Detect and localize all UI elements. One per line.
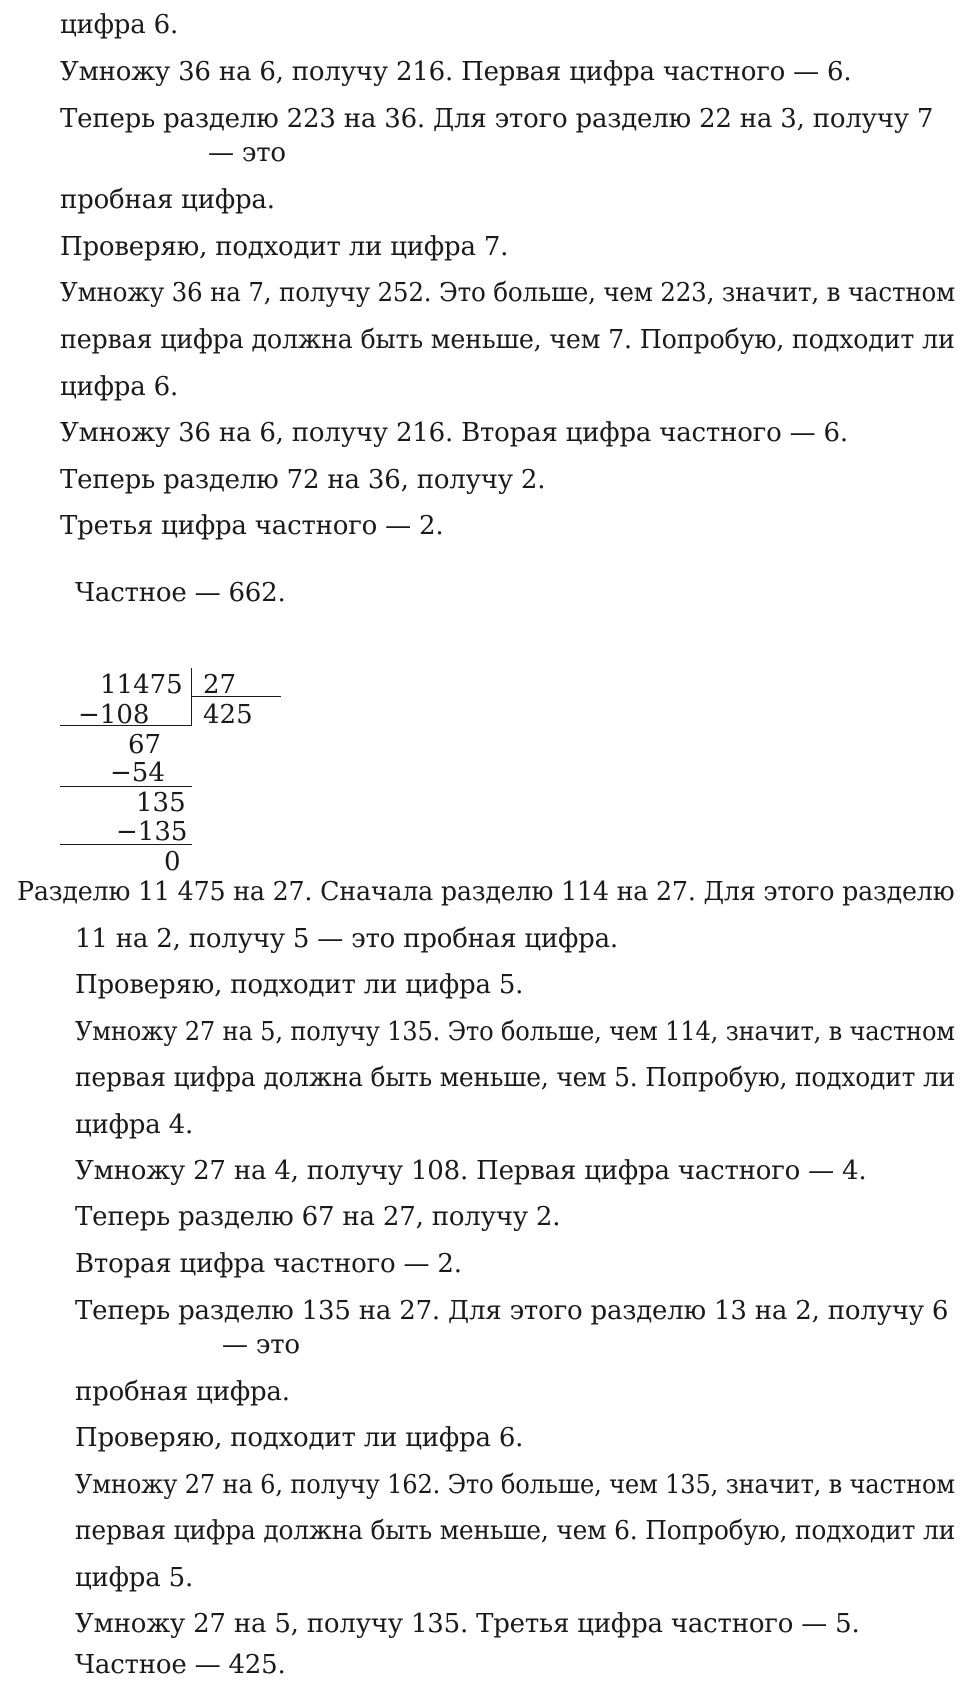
division-divisor: 27 <box>203 670 237 700</box>
text-line: первая цифра должна быть меньше, чем 6. Попробую, подходит ли <box>75 1516 956 1546</box>
text-line: пробная цифра. <box>75 1377 290 1407</box>
text-line: пробная цифра. <box>60 185 275 215</box>
text-line: цифра 4. <box>75 1110 194 1140</box>
division-step: 0 <box>164 847 181 877</box>
division-bracket-vertical <box>191 668 192 726</box>
text-line: Теперь разделю 72 на 36, получу 2. <box>60 465 546 495</box>
text-line: Третья цифра частного — 2. <box>60 511 444 541</box>
text-line: цифра 6. <box>60 10 179 40</box>
division-step: −54 <box>110 758 165 788</box>
text-line: Теперь разделю 223 на 36. Для этого разделю 22 на 3, получу 7 <box>60 104 934 134</box>
text-line: — это <box>208 138 286 168</box>
text-line: Умножу 36 на 6, получу 216. Вторая цифра частного — 6. <box>60 418 848 448</box>
text-line: Теперь разделю 135 на 27. Для этого разделю 13 на 2, получу 6 <box>75 1296 949 1326</box>
text-line: Умножу 27 на 6, получу 162. Это больше, чем 135, значит, в частном <box>75 1470 955 1500</box>
text-line: Умножу 27 на 4, получу 108. Первая цифра частного — 4. <box>75 1156 867 1186</box>
text-line: 11 на 2, получу 5 — это пробная цифра. <box>75 924 618 954</box>
text-line: Вторая цифра частного — 2. <box>75 1249 462 1279</box>
text-line: первая цифра должна быть меньше, чем 7. Попробую, подходит ли <box>60 325 955 355</box>
text-line: Умножу 27 на 5, получу 135. Третья цифра частного — 5. <box>75 1609 860 1639</box>
text-line: Умножу 36 на 6, получу 216. Первая цифра частного — 6. <box>60 57 852 87</box>
text-line: Проверяю, подходит ли цифра 7. <box>60 232 509 262</box>
division-step: 135 <box>136 788 186 818</box>
text-line: Умножу 36 на 7, получу 252. Это больше, чем 223, значит, в частном <box>60 278 956 308</box>
division-step: −108 <box>78 700 150 730</box>
text-line: Частное — 662. <box>75 578 286 608</box>
text-line: Проверяю, подходит ли цифра 5. <box>75 970 524 1000</box>
division-underline <box>60 786 192 787</box>
text-line: Частное — 425. <box>75 1650 286 1680</box>
division-bracket-horizontal <box>191 696 281 697</box>
division-quotient: 425 <box>203 700 253 730</box>
text-line: цифра 5. <box>75 1563 194 1593</box>
division-dividend: 11475 <box>100 670 183 700</box>
division-underline <box>60 725 192 726</box>
text-line: — это <box>222 1330 300 1360</box>
text-line: Умножу 27 на 5, получу 135. Это больше, чем 114, значит, в частном <box>75 1017 955 1047</box>
text-line: Разделю 11 475 на 27. Сначала разделю 114 на 27. Для этого разделю <box>17 877 955 907</box>
division-underline <box>60 844 192 845</box>
text-line: первая цифра должна быть меньше, чем 5. Попробую, подходит ли <box>75 1063 956 1093</box>
division-step: −135 <box>116 817 188 847</box>
text-line: Теперь разделю 67 на 27, получу 2. <box>75 1202 561 1232</box>
text-line: Проверяю, подходит ли цифра 6. <box>75 1423 524 1453</box>
text-line: цифра 6. <box>60 372 179 402</box>
division-step: 67 <box>128 730 162 760</box>
